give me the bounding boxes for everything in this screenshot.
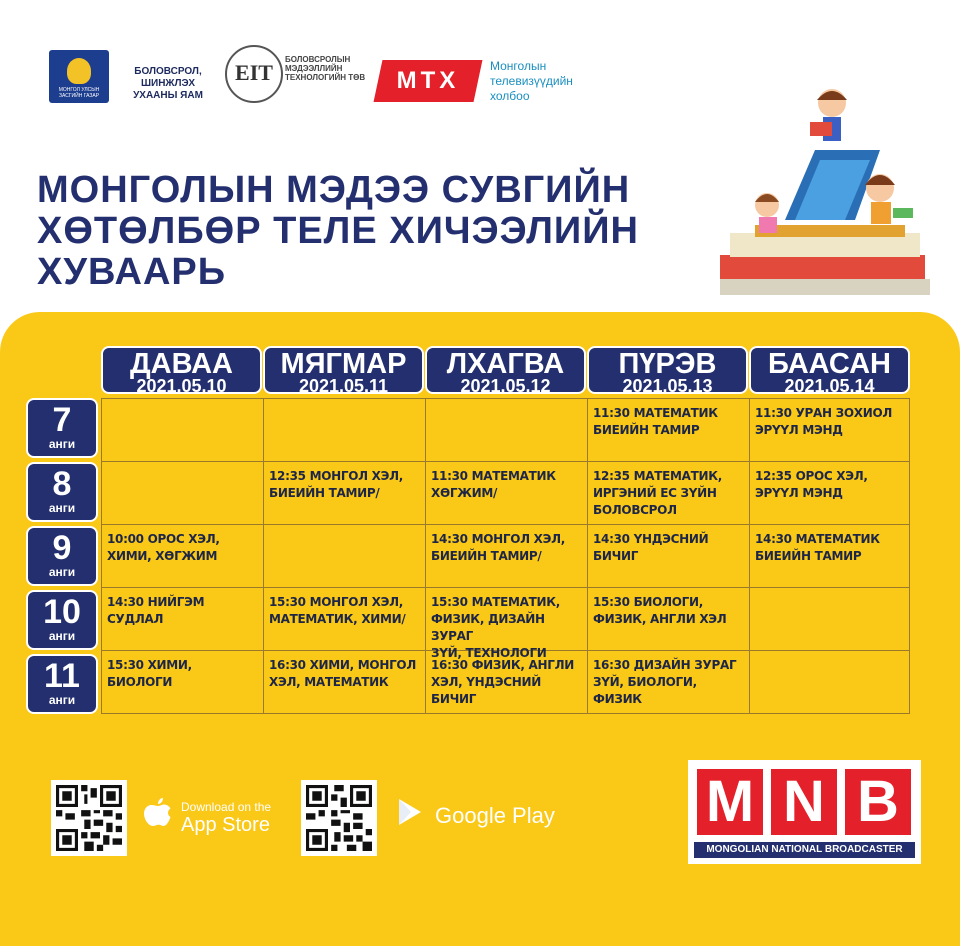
day-date: 2021.05.11 [298, 376, 389, 396]
schedule-cell: 16:30 ДИЗАЙН ЗУРАГ ЗҮЙ, БИОЛОГИ, ФИЗИК [588, 651, 750, 714]
page-title: МОНГОЛЫН МЭДЭЭ СУВГИЙН ХӨТӨЛБӨР ТЕЛЕ ХИЧЭЭЛИЙН ХУВААРЬ [37, 169, 639, 293]
grade-label-11: 11 анги [26, 654, 98, 714]
grade-label-7: 7 анги [26, 398, 98, 458]
day-header-tuesday [263, 346, 424, 394]
apple-icon [143, 796, 173, 832]
schedule-cell [102, 462, 264, 525]
schedule-cell [750, 588, 910, 651]
mnb-name: MONGOLIAN NATIONAL BROADCASTER [694, 842, 915, 858]
day-header-friday [749, 346, 910, 394]
day-header-monday [101, 346, 262, 394]
mnb-letter: B [845, 769, 911, 835]
schedule-cell: 16:30 ХИМИ, МОНГОЛ ХЭЛ, МАТЕМАТИК [264, 651, 426, 714]
grade-label-9: 9 анги [26, 526, 98, 586]
eit-name: БОЛОВСРОЛЫН МЭДЭЭЛЛИЙН ТЕХНОЛОГИЙН ТӨВ [285, 55, 366, 82]
schedule-cell: 15:30 ХИМИ, БИОЛОГИ [102, 651, 264, 714]
day-name: МЯГМАР [280, 348, 407, 380]
schedule-cell [102, 399, 264, 462]
schedule-cell [264, 399, 426, 462]
day-name: БААСАН [767, 348, 891, 380]
soyombo-emblem-icon [67, 58, 91, 84]
schedule-cell: 11:30 МАТЕМАТИК БИЕИЙН ТАМИР [588, 399, 750, 462]
eit-logo: EIT [225, 45, 283, 103]
schedule-cell: 15:30 МОНГОЛ ХЭЛ, МАТЕМАТИК, ХИМИ/ [264, 588, 426, 651]
schedule-cell: 15:30 БИОЛОГИ, ФИЗИК, АНГЛИ ХЭЛ [588, 588, 750, 651]
schedule-cell: 12:35 МАТЕМАТИК, ИРГЭНИЙ ЕС ЗҮЙН БОЛОВСРОЛ [588, 462, 750, 525]
day-date: 2021.05.13 [622, 376, 713, 396]
schedule-cell: 11:30 МАТЕМАТИК ХӨГЖИМ/ [426, 462, 588, 525]
schedule-cell: 10:00 ОРОС ХЭЛ, ХИМИ, ХӨГЖИМ [102, 525, 264, 588]
day-date: 2021.05.14 [784, 376, 875, 396]
schedule-cell: 14:30 МАТЕМАТИК БИЕИЙН ТАМИР [750, 525, 910, 588]
schedule-cell [750, 651, 910, 714]
day-date: 2021.05.12 [460, 376, 551, 396]
google-play-icon [397, 797, 423, 827]
googleplay-qr-code[interactable] [301, 780, 377, 856]
kids-reading-illustration [715, 80, 950, 300]
schedule-grid [101, 398, 910, 714]
schedule-cell: 14:30 МОНГОЛ ХЭЛ, БИЕИЙН ТАМИР/ [426, 525, 588, 588]
mnb-logo [688, 760, 921, 864]
grade-label-10: 10 анги [26, 590, 98, 650]
schedule-cell [264, 525, 426, 588]
googleplay-title[interactable]: Google Play [435, 803, 555, 828]
schedule-cell: 16:30 ФИЗИК, АНГЛИ ХЭЛ, ҮНДЭСНИЙ БИЧИГ [426, 651, 588, 714]
appstore-title[interactable]: App Store [181, 814, 270, 836]
grade-label-8: 8 анги [26, 462, 98, 522]
day-name: ЛХАГВА [446, 348, 565, 380]
day-name: ПҮРЭВ [618, 348, 717, 380]
day-name: ДАВАА [130, 348, 233, 380]
qr-code-icon [56, 785, 122, 851]
schedule-cell: 14:30 ҮНДЭСНИЙ БИЧИГ [588, 525, 750, 588]
government-logo [49, 50, 109, 103]
schedule-cell: 15:30 МАТЕМАТИК, ФИЗИК, ДИЗАЙН ЗУРАГ ЗҮЙ, ТЕХНОЛОГИ [426, 588, 588, 651]
qr-code-icon [306, 785, 372, 851]
day-header-thursday [587, 346, 748, 394]
schedule-cell: 12:35 ОРОС ХЭЛ, ЭРҮҮЛ МЭНД [750, 462, 910, 525]
day-date: 2021.05.10 [136, 376, 227, 396]
schedule-cell [426, 399, 588, 462]
day-header-wednesday [425, 346, 586, 394]
mtx-logo: МТХ [374, 60, 483, 102]
schedule-cell: 14:30 НИЙГЭМ СУДЛАЛ [102, 588, 264, 651]
mtx-name: Монголын телевизүүдийн холбоо [490, 59, 573, 103]
appstore-qr-code[interactable] [51, 780, 127, 856]
schedule-cell: 11:30 УРАН ЗОХИОЛ ЭРҮҮЛ МЭНД [750, 399, 910, 462]
mnb-letter: M [697, 769, 763, 835]
ministry-name: БОЛОВСРОЛ, ШИНЖЛЭХ УХААНЫ ЯАМ [133, 66, 203, 101]
appstore-subtitle: Download on the [181, 800, 272, 814]
government-logo-text: МОНГОЛ УЛСЫН ЗАСГИЙН ГАЗАР [58, 87, 100, 99]
mnb-letter: N [771, 769, 837, 835]
schedule-cell: 12:35 МОНГОЛ ХЭЛ, БИЕИЙН ТАМИР/ [264, 462, 426, 525]
